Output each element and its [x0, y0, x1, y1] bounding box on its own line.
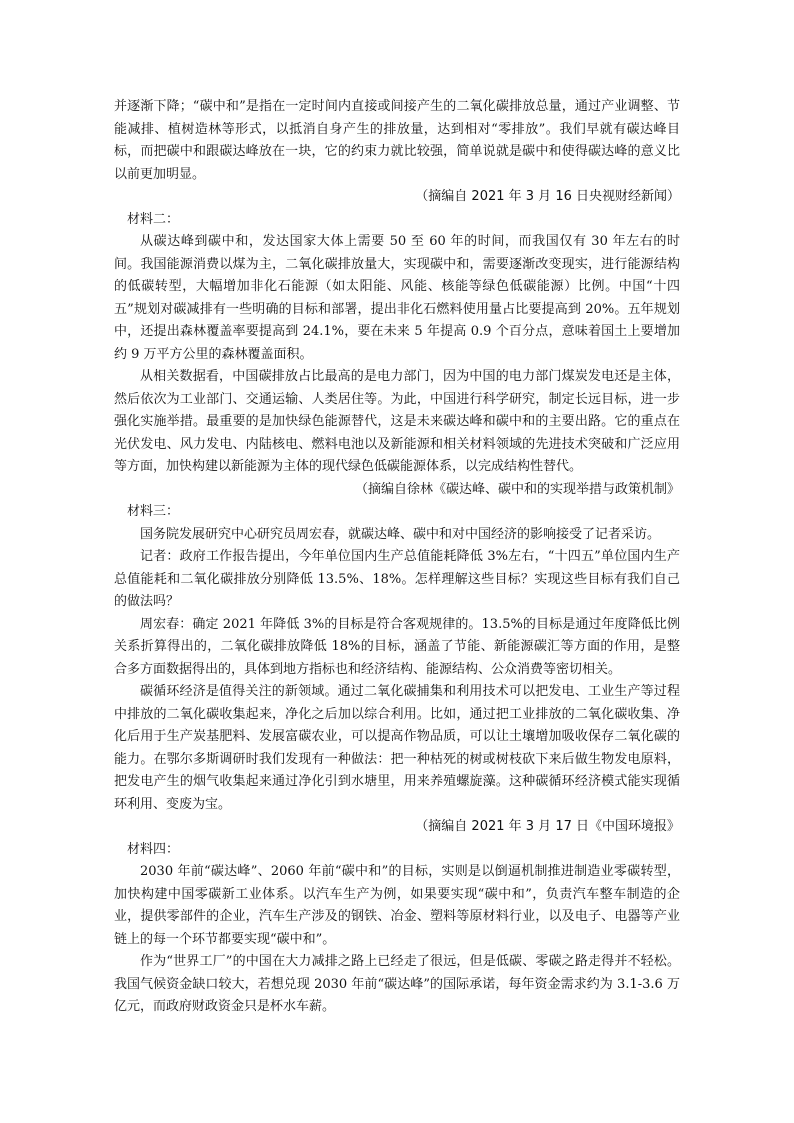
section-heading: 材料四： — [127, 841, 180, 857]
paragraph: 2030 年前“碳达峰”、2060 年前“碳中和”的目标，实则是以倒逼机制推进制造业零碳转型，加快构建中国零碳新工业体系。以汽车生产为例，如果要实现“碳中和”，负责汽车整车制造的企业，提供零部件的企业，汽车生产涉及的钢铁、冶金、塑料等原材料行业，以及电子、电器等产业链上的每一个环节都要实现“碳中和”。 — [114, 864, 680, 947]
source-citation: （摘编自 2021 年 3 月 17 日《中国环境报》 — [415, 819, 680, 834]
paragraph: 周宏春：确定 2021 年降低 3%的目标是符合客观规律的。13.5%的目标是通过年度降低比例关系折算得出的，二氧化碳排放降低 18%的目标，涵盖了节能、新能源碳汇等方面的作用，是整合多方面数据得出的，具体到地方指标也和经济结构、能源结构、公众消费等密切相关。 — [114, 616, 680, 677]
paragraph: 作为“世界工厂”的中国在大力减排之路上已经走了很远，但是低碳、零碳之路走得并不轻松。我国气候资金缺口较大，若想兑现 2030 年前“碳达峰”的国际承诺，每年资金需求约为 3.1-3.6 万亿元，而政府财政资金只是杯水车薪。 — [114, 954, 680, 1014]
source-citation: （摘编自徐林《碳达峰、碳中和的实现举措与政策机制》 — [354, 481, 680, 497]
paragraph: 并逐渐下降；“碳中和”是指在一定时间内直接或间接产生的二氧化碳排放总量，通过产业调整、节能减排、植树造林等形式，以抵消自身产生的排放量，达到相对“零排放”。我们早就有碳达峰目标，而把碳中和跟碳达峰放在一块，它的约束力就比较强，简单说就是碳中和使得碳达峰的意义比以前更加明显。 — [114, 99, 680, 182]
section-heading: 材料二： — [127, 211, 180, 227]
paragraph: 从相关数据看，中国碳排放占比最高的是电力部门，因为中国的电力部门煤炭发电还是主体，然后依次为工业部门、交通运输、人类居住等。为此，中国进行科学研究，制定长远目标，进一步强化实施举措。最重要的是加快绿色能源替代，这是未来碳达峰和碳中和的主要出路。它的重点在光伏发电、风力发电、内陆核电、燃料电池以及新能源和相关材料领域的先进技术突破和广泛应用等方面，加快构建以新能源为主体的现代绿色低碳能源体系，以完成结构性替代。 — [114, 369, 680, 474]
paragraph: 记者：政府工作报告提出，今年单位国内生产总值能耗降低 3%左右，“十四五”单位国内生产总值能耗和二氧化碳排放分别降低 13.5%、18%。怎样理解这些目标？实现这些目标有我们自己的做法吗？ — [114, 549, 680, 609]
source-citation: （摘编自 2021 年 3 月 16 日央视财经新闻） — [415, 189, 680, 204]
section-heading: 材料三： — [127, 504, 180, 519]
paragraph: 从碳达峰到碳中和，发达国家大体上需要 50 至 60 年的时间，而我国仅有 30 年左右的时间。我国能源消费以煤为主，二氧化碳排放量大，实现碳中和，需要逐渐改变现实，进行能源结构的低碳转型，大幅增加非化石能源（如太阳能、风能、核能等绿色低碳能源）比例。中国“十四五”规划对碳减排有一些明确的目标和部署，提出非化石燃料使用量占比要提高到 20%。五年规划中，还提出森林覆盖率要提高到 24.1%，要在未来 5 年提高 0.9 个百分点，意味着国土上要增加约 9 万平方公里的森林覆盖面积。 — [114, 234, 680, 362]
paragraph: 国务院发展研究中心研究员周宏春，就碳达峰、碳中和对中国经济的影响接受了记者采访。 — [140, 526, 661, 542]
paragraph: 碳循环经济是值得关注的新领域。通过二氧化碳捕集和利用技术可以把发电、工业生产等过程中排放的二氧化碳收集起来，净化之后加以综合利用。比如，通过把工业排放的二氧化碳收集、净化后用于生产炭基肥料、发展富碳农业，可以提高作物品质，可以让土壤增加吸收保存二氧化碳的能力。在鄂尔多斯调研时我们发现有一种做法：把一种枯死的树或树枝砍下来后做生物发电原料，把发电产生的烟气收集起来通过净化引到水塘里，用来养殖螺旋藻。这种碳循环经济模式能实现循环利用、变废为宝。 — [114, 684, 680, 812]
